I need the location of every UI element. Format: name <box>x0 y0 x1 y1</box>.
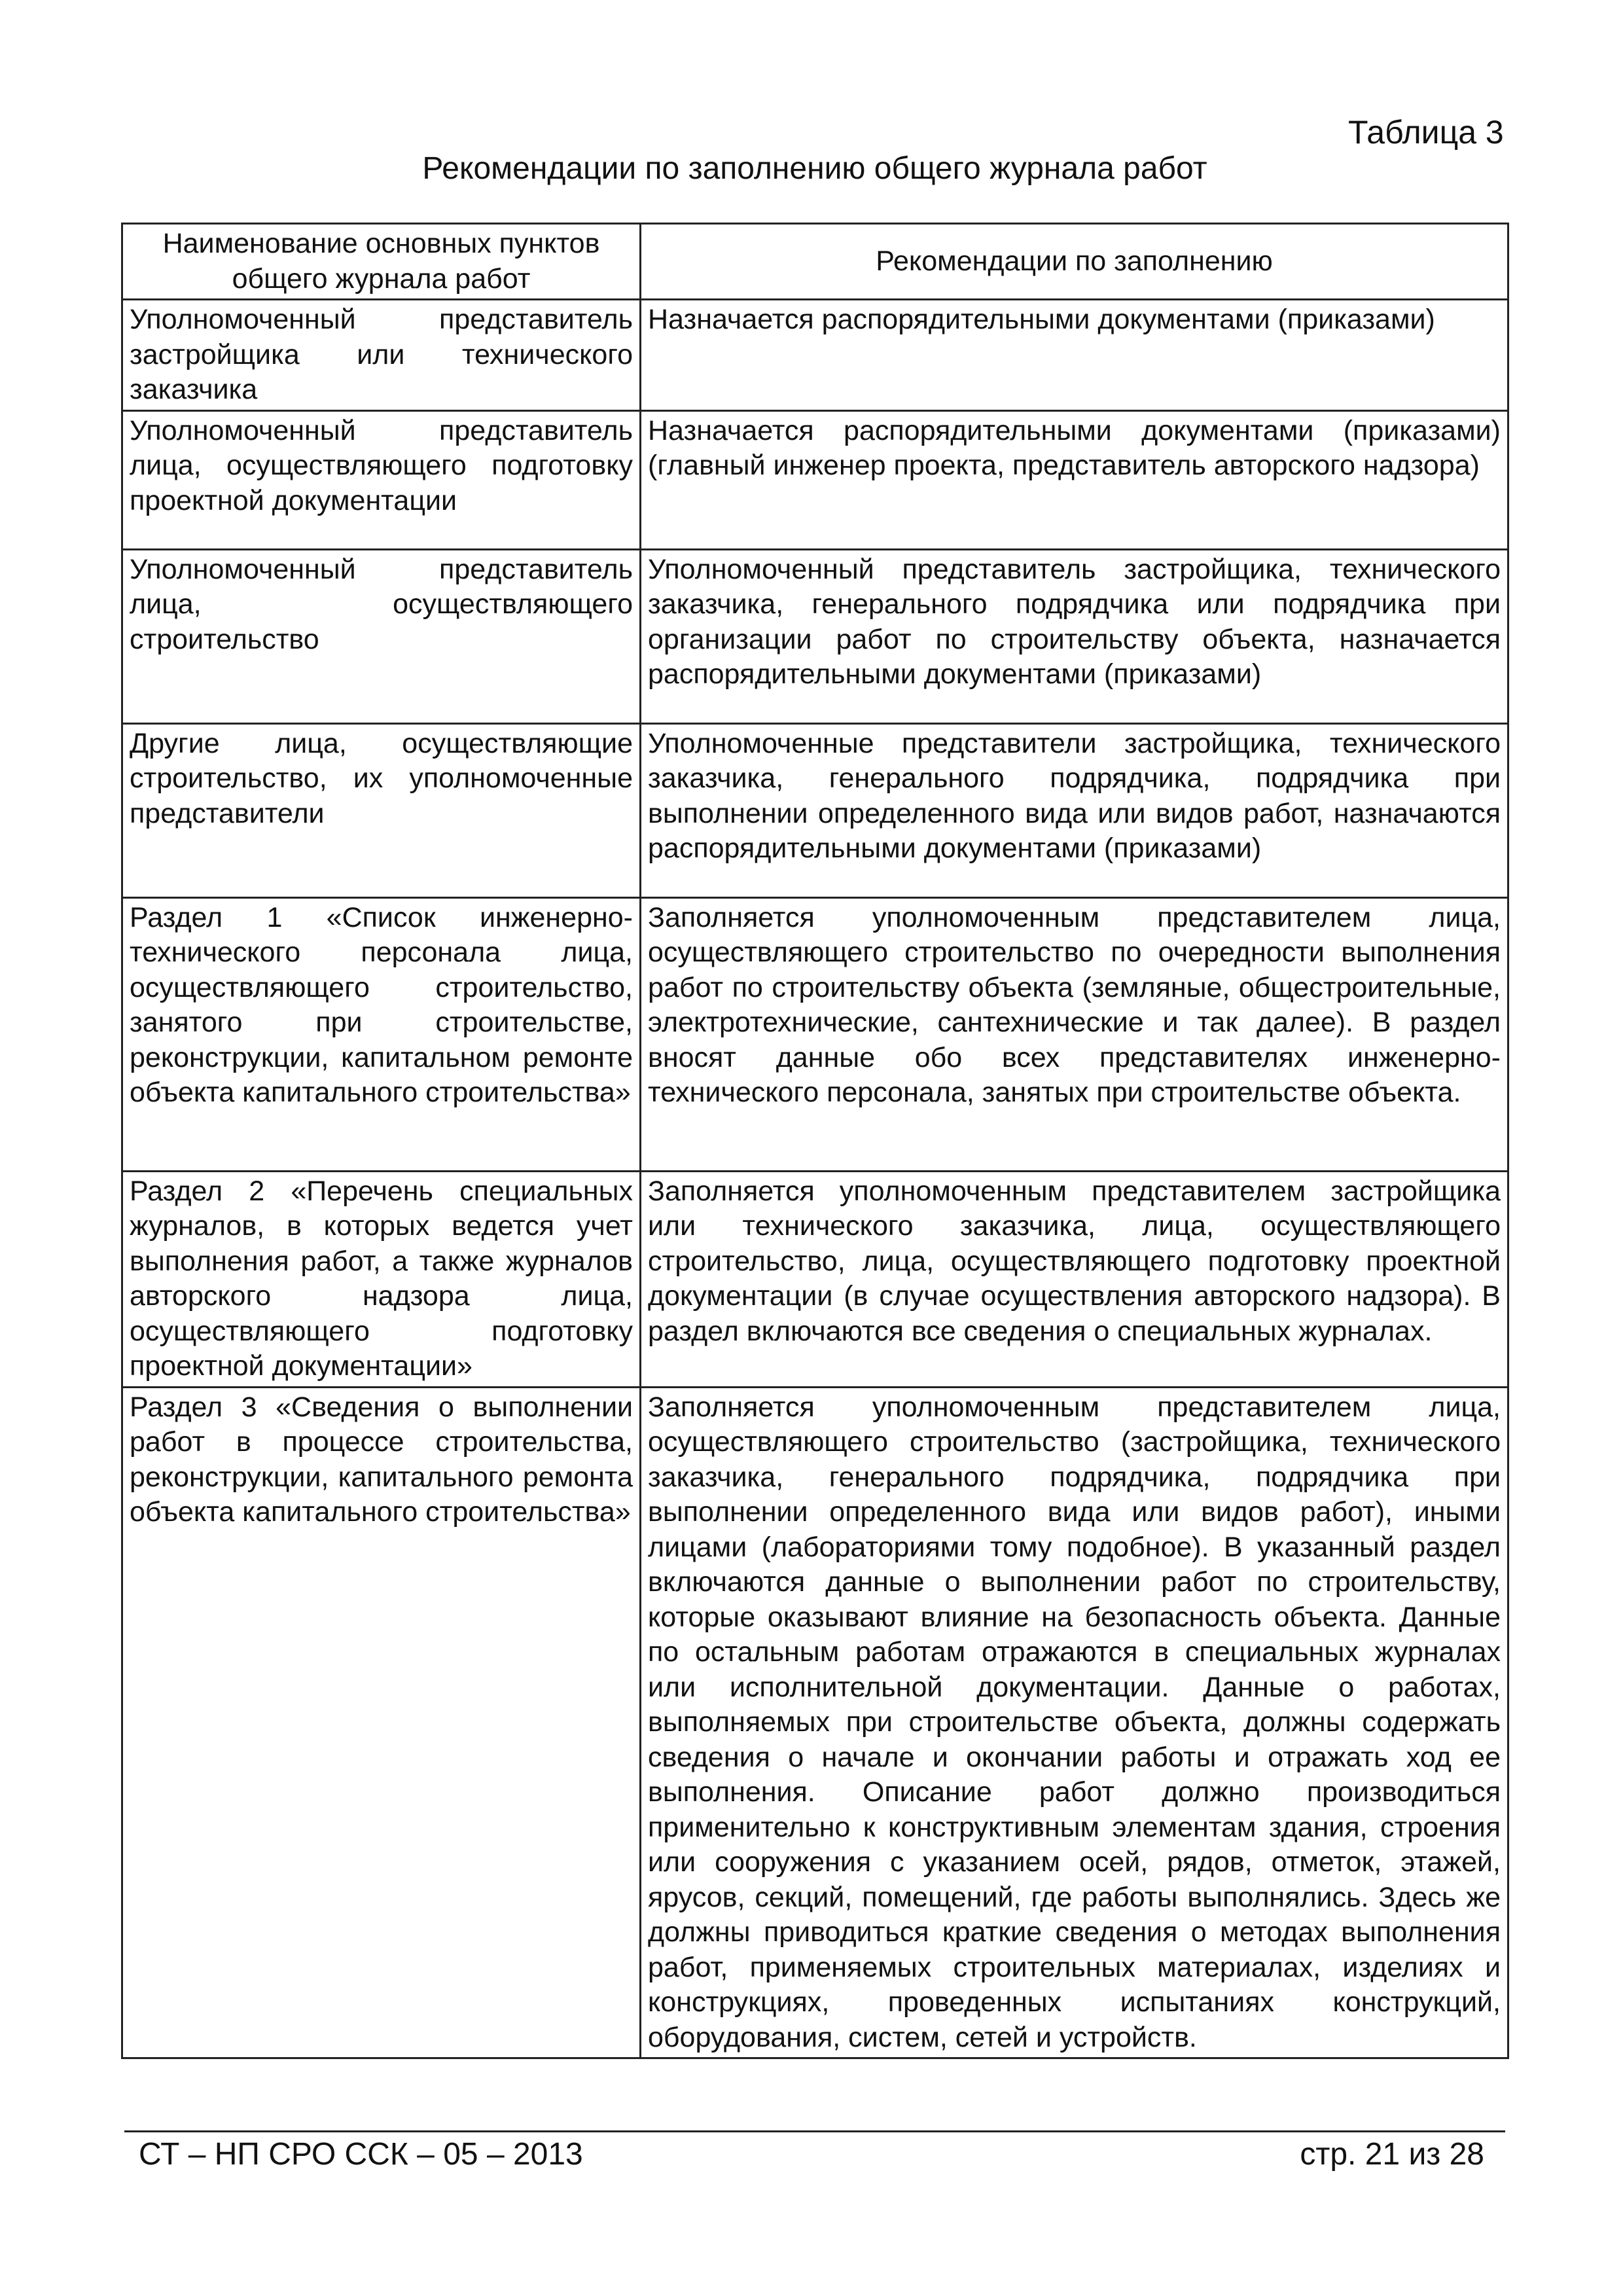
footer-page-number: стр. 21 из 28 <box>1300 2137 1484 2172</box>
item-cell: Уполномоченный представитель лица, осуществляющего строительство <box>122 549 641 723</box>
table-row <box>122 549 1508 723</box>
column-header-item: Наименование основных пунктов общего журнала работ <box>122 224 641 300</box>
table-row <box>122 1171 1508 1387</box>
footer-doc-code: СТ – НП СРО ССК – 05 – 2013 <box>139 2137 583 2172</box>
recommendation-cell: Заполняется уполномоченным представителем лица, осуществляющего строительство по очередности выполнения работ по строительству объекта (земляные, общестроительные, электротехнические, сантехнические и так далее). В раздел вносят данные обо всех представителях инженерно-технического персонала, занятых при строительстве объекта. <box>641 897 1508 1171</box>
column-header-recommendation: Рекомендации по заполнению <box>641 224 1508 300</box>
recommendation-cell: Заполняется уполномоченным представителем лица, осуществляющего строительство (застройщика, технического заказчика, генерального подрядчика, подрядчика при выполнении определенного вида или видов работ), иными лицами (лабораториями тому подобное). В указанный раздел включаются данные о выполнении работ по строительству, которые оказывают влияние на безопасность объекта. Данные по остальным работам отражаются в специальных журналах или исполнительной документации. Данные о работах, выполняемых при строительстве объекта, должны содержать сведения о начале и окончании работы и отражать ход ее выполнения. Описание работ должно производиться применительно к конструктивным элементам здания, строения или сооружения с указанием осей, рядов, отметок, этажей, ярусов, секций, помещений, где работы выполнялись. Здесь же должны приводиться краткие сведения о методах выполнения работ, применяемых строительных материалах, изделиях и конструкциях, проведенных испытаниях конструкций, оборудования, систем, сетей и устройств. <box>641 1387 1508 2058</box>
recommendation-cell: Назначается распорядительными документами (приказами) (главный инженер проекта, представитель авторского надзора) <box>641 410 1508 549</box>
table-label: Таблица 3 <box>1348 114 1504 151</box>
page-title: Рекомендации по заполнению общего журнала работ <box>422 151 1207 186</box>
item-cell: Уполномоченный представитель застройщика или технического заказчика <box>122 300 641 411</box>
table-row <box>122 1387 1508 2058</box>
item-cell: Другие лица, осуществляющие строительство, их уполномоченные представители <box>122 723 641 897</box>
table-header-row <box>122 224 1508 300</box>
table-row <box>122 410 1508 549</box>
footer-divider <box>124 2130 1505 2132</box>
table-row <box>122 723 1508 897</box>
item-cell: Раздел 1 «Список инженерно-технического персонала лица, осуществляющего строительство, занятого при строительстве, реконструкции, капитальном ремонте объекта капитального строительства» <box>122 897 641 1171</box>
table-row <box>122 300 1508 411</box>
item-cell: Раздел 2 «Перечень специальных журналов, в которых ведется учет выполнения работ, а также журналов авторского надзора лица, осуществляющего подготовку проектной документации» <box>122 1171 641 1387</box>
item-cell: Уполномоченный представитель лица, осуществляющего подготовку проектной документации <box>122 410 641 549</box>
recommendation-cell: Заполняется уполномоченным представителем застройщика или технического заказчика, лица, осуществляющего строительство, лица, осуществляющего подготовку проектной документации (в случае осуществления авторского надзора). В раздел включаются все сведения о специальных журналах. <box>641 1171 1508 1387</box>
recommendation-cell: Уполномоченный представитель застройщика, технического заказчика, генерального подрядчика или подрядчика при организации работ по строительству объекта, назначается распорядительными документами (приказами) <box>641 549 1508 723</box>
item-cell: Раздел 3 «Сведения о выполнении работ в процессе строительства, реконструкции, капитального ремонта объекта капитального строительства» <box>122 1387 641 2058</box>
recommendations-table <box>121 223 1509 2059</box>
recommendation-cell: Уполномоченные представители застройщика, технического заказчика, генерального подрядчика, подрядчика при выполнении определенного вида или видов работ, назначаются распорядительными документами (приказами) <box>641 723 1508 897</box>
table-row <box>122 897 1508 1171</box>
recommendation-cell: Назначается распорядительными документами (приказами) <box>641 300 1508 411</box>
